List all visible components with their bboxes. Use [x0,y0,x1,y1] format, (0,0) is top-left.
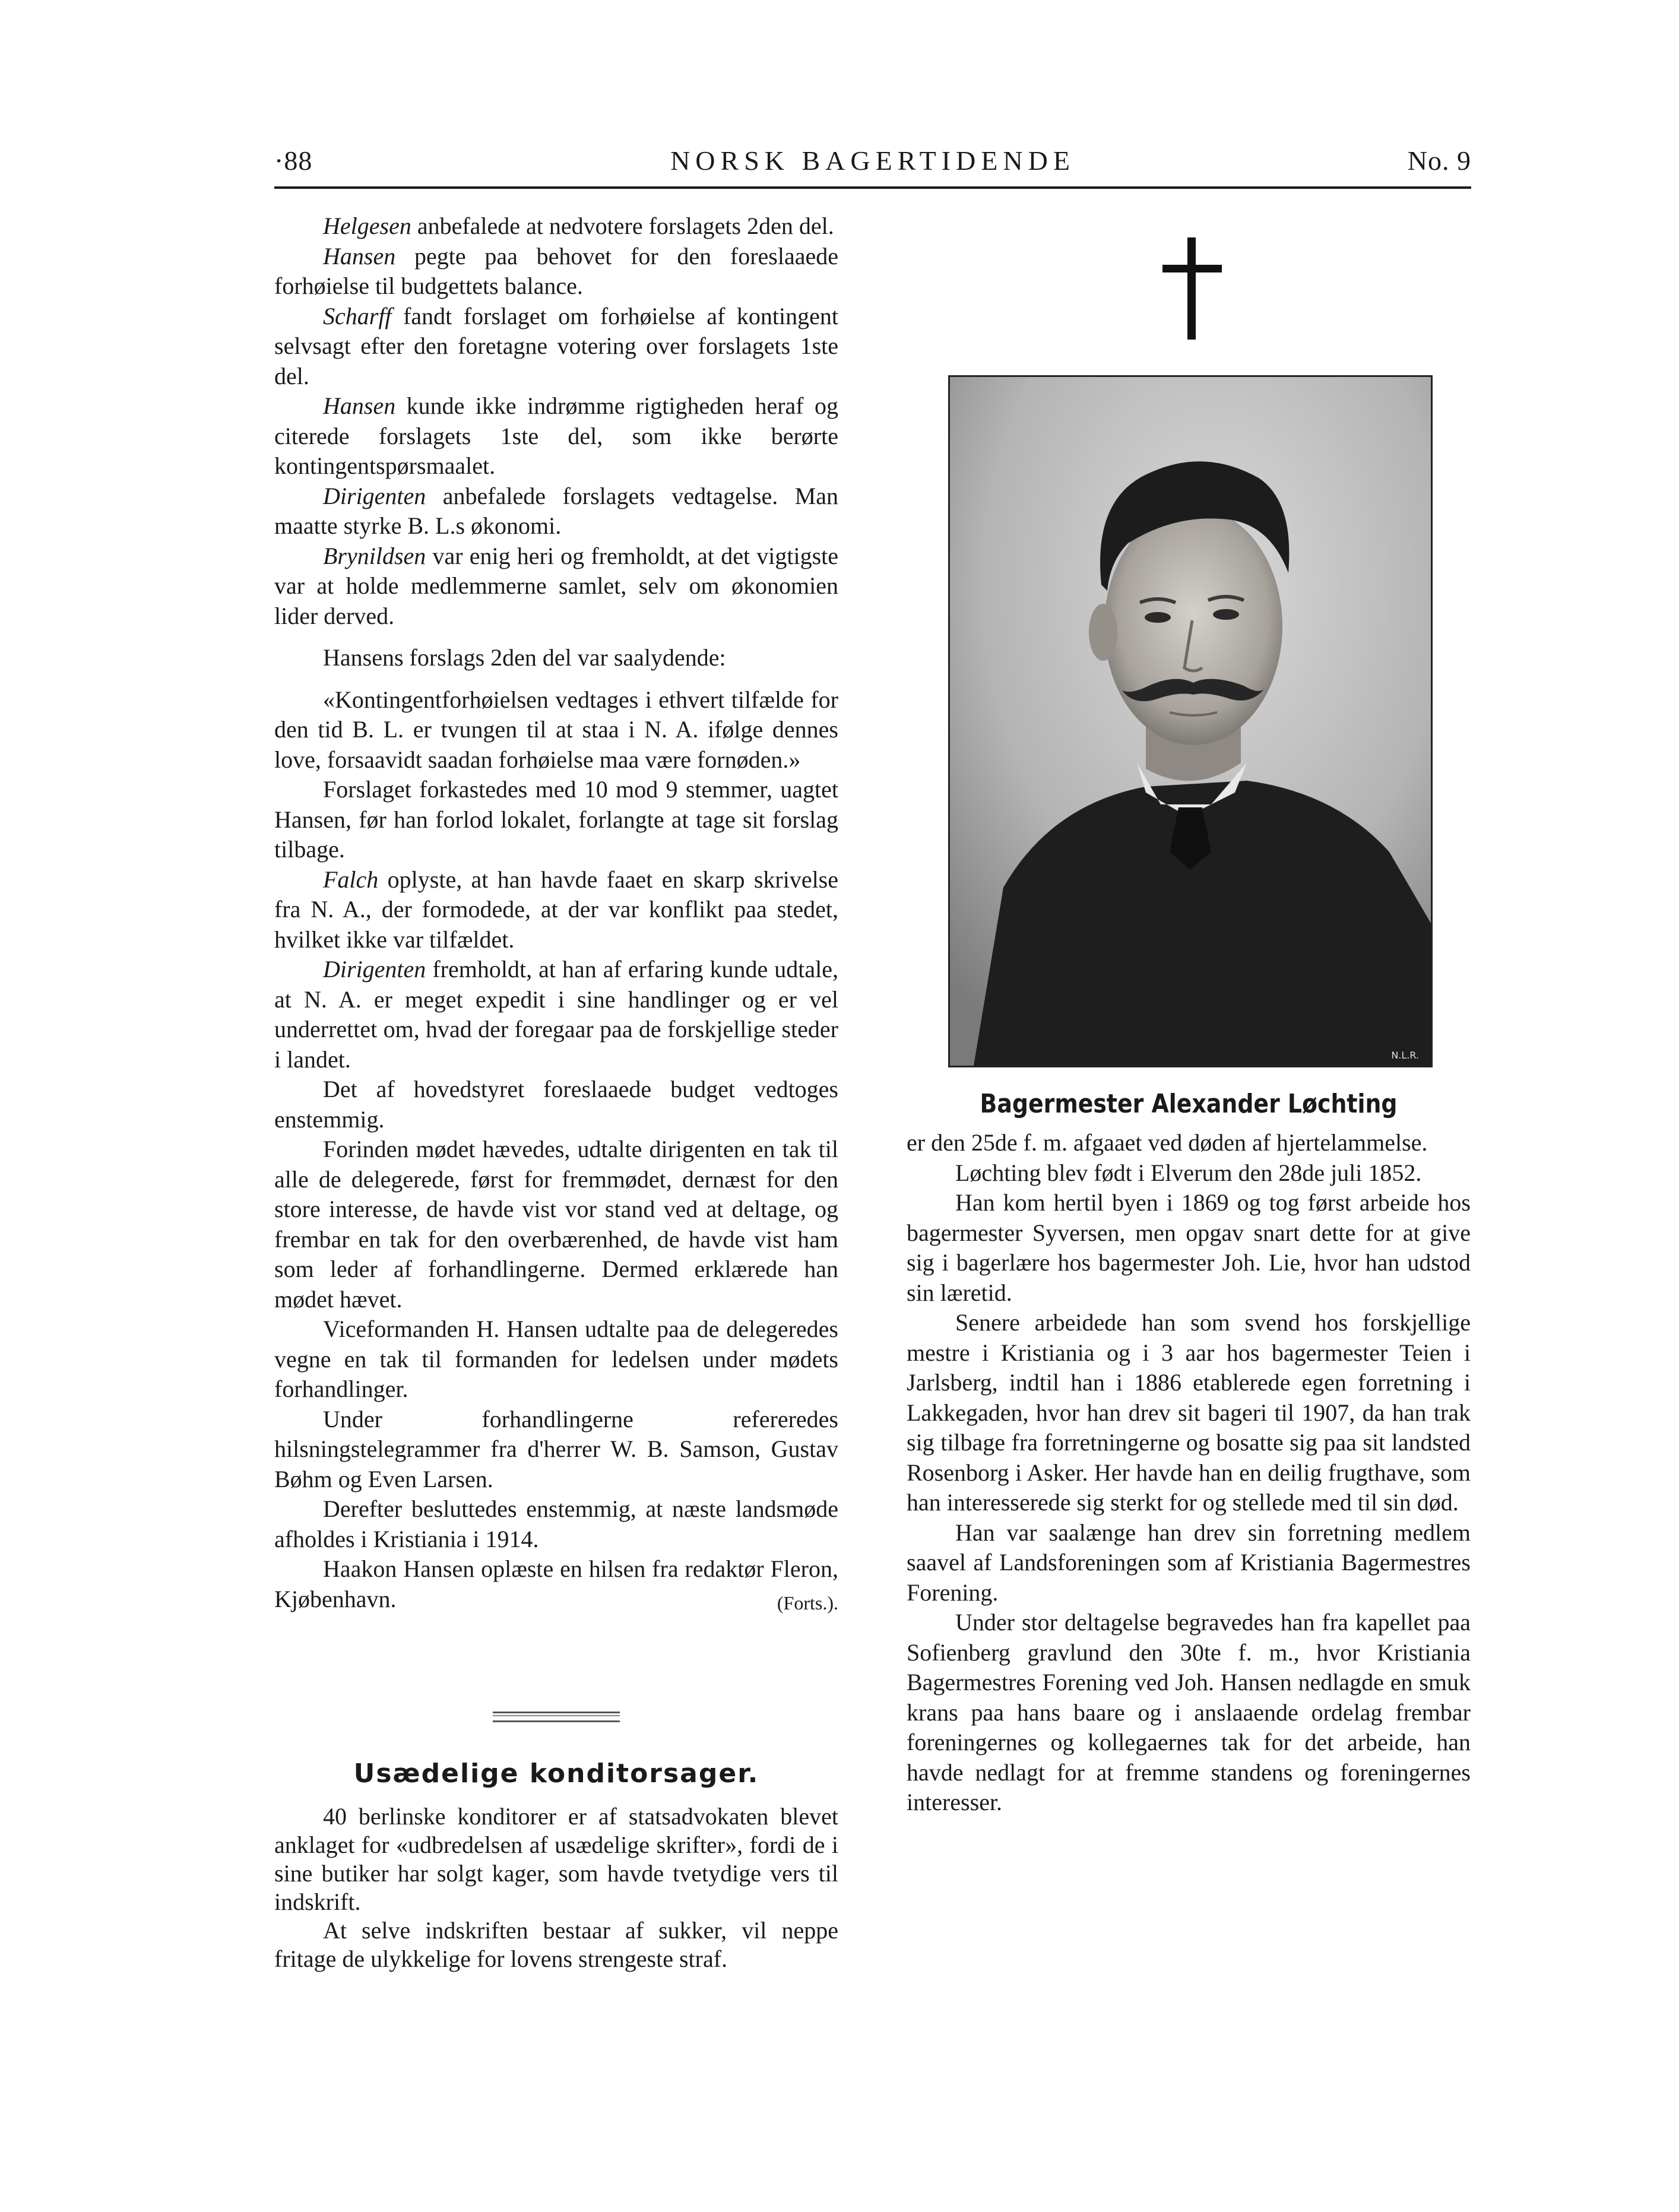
speaker-name: Dirigenten [323,482,426,509]
speaker-name: Falch [323,866,379,893]
paragraph-text: pegte paa behovet for den foreslaaede forhøielse til budgettets balance. [274,242,838,299]
paragraph-text: kunde ikke indrømme rigtigheden heraf og citerede forslagets 1ste del, som ikke berørte kontingentspørsmaalet. [274,392,838,479]
minutes-paragraph [274,242,838,302]
paragraph-text: Haakon Hansen oplæste en hilsen fra redaktør Fleron, Kjøbenhavn. [274,1555,838,1612]
publication-title: NORSK BAGERTIDENDE [670,145,1075,176]
paragraph-text: oplyste, at han havde faaet en skarp skrivelse fra N. A., der formodede, at der var konflikt paa stedet, hvilket ikke var tilfældet. [274,866,838,953]
minutes-paragraph: Under forhandlingerne refereredes hilsningstelegrammer fra d'herrer W. B. Samson, Gustav Bøhm og Even Larsen. [274,1405,838,1492]
article-paragraph: At selve indskriften bestaar af sukker, vil neppe fritage de ulykkelige for lovens strengeste straf. [274,1917,838,1972]
minutes-column [274,211,838,1618]
minutes-paragraph: Forslaget forkastedes med 10 mod 9 stemmer, uagtet Hansen, før han forlod lokalet, forlangte at tage sit forslag tilbage. [274,776,838,863]
proposal-intro: Hansens forslags 2den del var saalydende: [323,644,726,671]
proposal-text: «Kontingentforhøielsen vedtages i ethvert tilfælde for den tid B. L. er tvungen til at staa i N. A. ifølge dennes love, forsaavidt saadan forhøielse maa være fornøden.» [274,686,838,773]
page-number: ·88 [274,145,313,176]
cross-vertical [1187,237,1196,340]
minutes-paragraph [274,541,838,632]
minutes-paragraph [274,302,838,392]
paragraph-text: fremholdt, at han af erfaring kunde udtale, at N. A. er meget expedit i sine handlinger og er vel underrettet om, hvad der foregaar paa de forskjellige steder i landet. [274,956,838,1073]
obituary-paragraph: Senere arbeidede han som svend hos forskjellige mestre i Kristiania og i 3 aar hos bagermester Teien i Jarlsberg, indtil han i 1886 etablerede egen forretning i Lakkegaden, hvor han drev sit bageri til 1907, da han trak sig tilbage fra forretningerne og bosatte sig paa sit landsted Rosenborg i Asker. Her havde han en deilig frugthave, som han interesserede sig sterkt for og stellede med til sin død. [907,1309,1471,1516]
minutes-paragraph [274,955,838,1075]
minutes-paragraph: Det af hovedstyret foreslaaede budget vedtoges enstemmig. [274,1076,838,1133]
portrait-image [950,377,1431,1066]
issue-number: No. 9 [1407,145,1471,176]
paragraph-text: anbefalede forslagets vedtagelse. Man maatte styrke B. L.s økonomi. [274,482,838,539]
continued-note: (Forts.). [777,1592,838,1614]
minutes-paragraph [274,481,838,541]
obituary-caption: Bagermester Alexander Løchting [980,1089,1398,1119]
speaker-name: Hansen [323,242,396,270]
obituary-paragraph: Løchting blev født i Elverum den 28de juli 1852. [955,1159,1422,1186]
speaker-name: Brynildsen [323,542,426,569]
header-rule [274,186,1471,189]
obituary-paragraph: Under stor deltagelse begravedes han fra kapellet paa Sofienberg gravlund den 30te f. m., hvor Kristiania Bagermestres Forening ved Joh. Hansen nedlagde en smuk krans paa hans baare og i anslaaende ordelag frembar foreningernes og kollegaernes tak for det arbeide, han havde nedlagt for at fremme standens og foreningernes interesser. [907,1609,1471,1815]
minutes-paragraph [274,865,838,955]
speaker-name: Scharff [323,302,392,329]
minutes-paragraph [274,1554,838,1614]
minutes-paragraph [274,211,838,242]
speaker-name: Hansen [323,392,396,419]
obituary-paragraph: Han var saalænge han drev sin forretning medlem saavel af Landsforeningen som af Kristiania Bagermestres Forening. [907,1519,1471,1606]
article-heading: Usædelige konditorsager. [353,1758,759,1789]
paragraph-text: fandt forslaget om forhøielse af kontingent selvsagt efter den foretagne votering over forslagets 1ste del. [274,302,838,389]
photo-credit: N.L.R. [1391,1050,1419,1061]
article-paragraph: 40 berlinske konditorer er af statsadvokaten blevet anklaget for «udbredelsen af usædelige skrifter», fordi de i sine butiker har solgt kager, som havde tvetydige vers til indskrift. [274,1803,838,1915]
minutes-paragraph: Forinden mødet hævedes, udtalte dirigenten en tak til alle de delegerede, først for fremmødet, dernæst for den store interesse, de havde vist vor stand ved at deltage, og frembar en tak for den overbærenhed, de havde vist ham som leder af forhandlingerne. Dermed erklærede han mødet hævet. [274,1136,838,1313]
short-article-body [274,1802,838,1973]
obituary-column [907,1128,1471,1818]
minutes-paragraph: Viceformanden H. Hansen udtalte paa de delegeredes vegne en tak til formanden for ledelsen under mødets forhandlinger. [274,1316,838,1402]
obituary-paragraph: er den 25de f. m. afgaaet ved døden af hjertelammelse. [907,1129,1428,1156]
minutes-paragraph: Derefter besluttedes enstemmig, at næste landsmøde afholdes i Kristiania i 1914. [274,1495,838,1552]
cross-horizontal [1162,265,1222,272]
cross-icon [1162,237,1222,340]
section-divider [493,1712,620,1722]
portrait-photo [948,375,1433,1067]
speaker-name: Dirigenten [323,956,426,983]
minutes-paragraph [274,391,838,481]
speaker-name: Helgesen [323,213,411,239]
paragraph-text: var enig heri og fremholdt, at det vigtigste var at holde medlemmerne samlet, selv om økonomien lider derved. [274,542,838,629]
page-header [274,145,1471,183]
obituary-paragraph: Han kom hertil byen i 1869 og tog først arbeide hos bagermester Syversen, men opgav snart dette for at give sig i bagerlære hos bagermester Joh. Lie, hvor han udstod sin læretid. [907,1189,1471,1306]
paragraph-text: anbefalede at nedvotere forslagets 2den del. [411,213,834,239]
